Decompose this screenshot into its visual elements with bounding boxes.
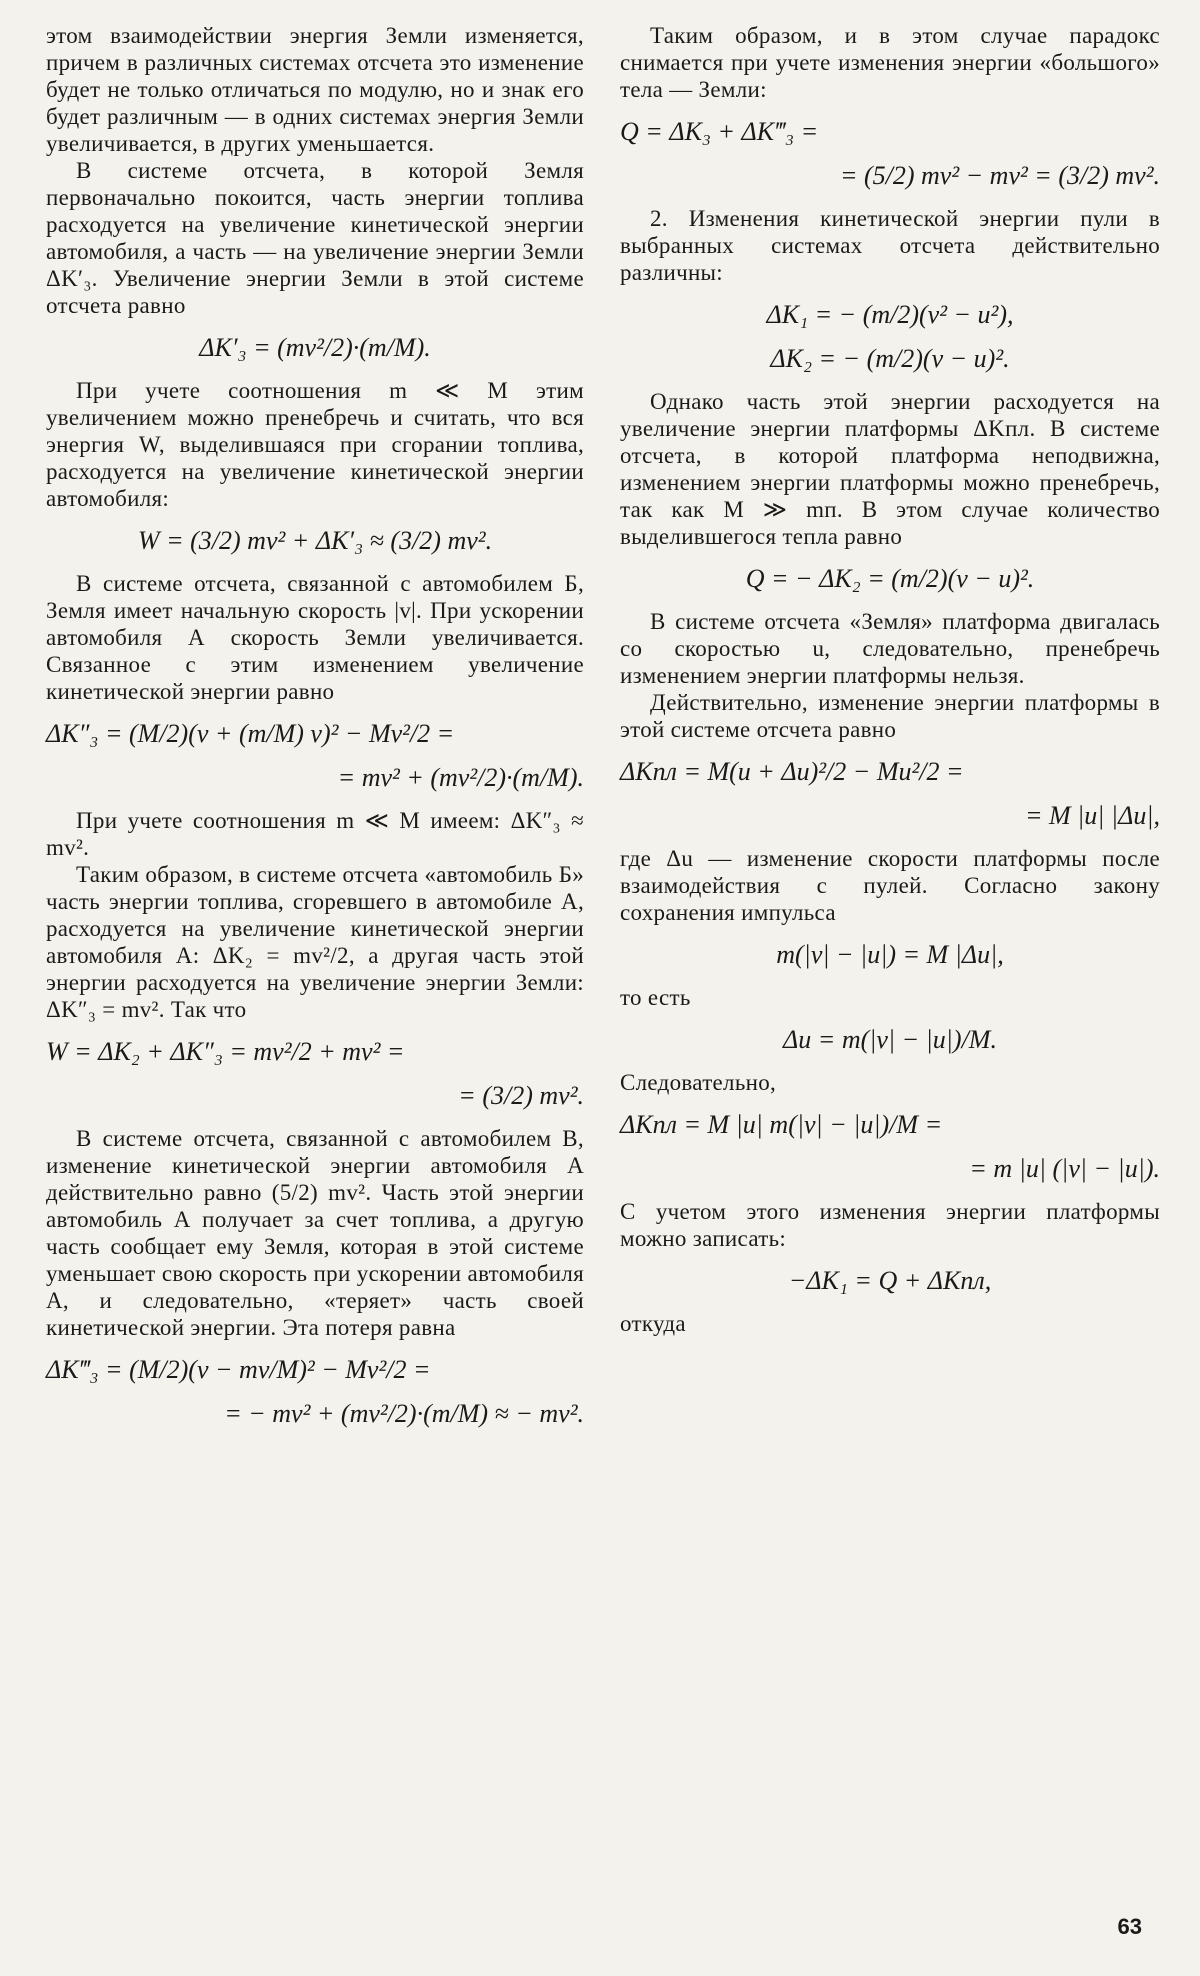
formula-Q-line1: Q = ΔK₃ + ΔK‴₃ = — [620, 117, 819, 146]
left-column — [46, 22, 584, 1429]
formula-Q-line2: = (5/2) mv² − mv² = (3/2) mv². — [839, 161, 1160, 190]
formula-dKpl-result-line1: ΔKпл = M |u| m(|v| − |u|)/M = — [620, 1110, 943, 1139]
paragraph-that-is: то есть — [620, 985, 691, 1010]
paragraph-energy-change: этом взаимодействии энергия Земли изменяется, причем в различных системах отсчета это изменение будет не только отличаться по модулю, но и знак его будет различным — в одних системах энергия Земли увеличивается, в других уменьшается. — [46, 23, 584, 156]
page-number: 63 — [1117, 1914, 1142, 1939]
formula-W-total: W = (3/2) mv² + ΔK′₃ ≈ (3/2) mv². — [137, 526, 493, 555]
paragraph-momentum-conservation: где Δu — изменение скорости платформы после взаимодействия с пулей. Согласно закону сохранения импульса — [620, 846, 1160, 925]
paragraph-earth-frame: В системе отсчета «Земля» платформа двигалась со скоростью u, следовательно, пренебречь изменением энергии платформы нельзя. — [620, 609, 1160, 688]
paragraph-car-b-frame: В системе отсчета, связанной с автомобилем Б, Земля имеет начальную скорость |v|. При ускорении автомобиля А скорость Земли увеличивается. Связанное с этим изменением увеличение кинетической энергии равно — [46, 571, 584, 704]
paragraph-paradox-resolved: Таким образом, и в этом случае парадокс снимается при учете изменения энергии «большого» тела — Земли: — [620, 23, 1160, 102]
formula-dKpl-line2: = M |u| |Δu|, — [1024, 801, 1160, 830]
formula-dK1: ΔK₁ = − (m/2)(v² − u²), — [766, 300, 1014, 329]
formula-dK3-double-prime-line2: = mv² + (mv²/2)·(m/M). — [337, 763, 584, 792]
formula-dKpl-line1: ΔKпл = M(u + Δu)²/2 − Mu²/2 = — [620, 757, 964, 786]
formula-W-sum-line1: W = ΔK₂ + ΔK″₃ = mv²/2 + mv² = — [46, 1037, 405, 1066]
formula-dKpl-result-line2: = m |u| (|v| − |u|). — [969, 1154, 1160, 1183]
paragraph-earth-rest-frame: В системе отсчета, в которой Земля первоначально покоится, часть энергии топлива расходуется на увеличение кинетической энергии автомобиля, а часть — на увеличение энергии Земли ΔK′₃. Увеличение энергии Земли в этой системе отсчета равно — [46, 158, 584, 318]
paragraph-with-platform: С учетом этого изменения энергии платформы можно записать: — [620, 1199, 1160, 1251]
formula-dK3-double-prime-line1: ΔK″₃ = (M/2)(v + (m/M) v)² − Mv²/2 = — [46, 719, 455, 748]
formula-momentum: m(|v| − |u|) = M |Δu|, — [776, 940, 1004, 969]
formula-dK2: ΔK₂ = − (m/2)(v − u)². — [770, 344, 1010, 373]
paragraph-car-v-frame: В системе отсчета, связанной с автомобилем В, изменение кинетической энергии автомобиля А действительно равно (5/2) mv². Часть этой энергии автомобиль А получает за счет топлива, а другую часть сообщает ему Земля, которая в этой системе уменьшает свою скорость при ускорении автомобиля А, и следовательно, «теряет» часть своей кинетической энергии. Эта потеря равна — [46, 1126, 584, 1340]
formula-delta-u: Δu = m(|v| − |u|)/M. — [783, 1025, 997, 1054]
formula-energy-balance: −ΔK₁ = Q + ΔKпл, — [788, 1266, 992, 1295]
paragraph-platform-change: Действительно, изменение энергии платформы в этой системе отсчета равно — [620, 690, 1160, 742]
formula-dK3-triple-prime-line1: ΔK‴₃ = (M/2)(v − mv/M)² − Mv²/2 = — [46, 1355, 431, 1384]
paragraph-therefore: Следовательно, — [620, 1070, 777, 1095]
formula-Q-heat: Q = − ΔK₂ = (m/2)(v − u)². — [745, 564, 1035, 593]
paragraph-car-b-summary: Таким образом, в системе отсчета «автомобиль Б» часть энергии топлива, сгоревшего в автомобиле А, расходуется на увеличение кинетической энергии автомобиля А: ΔK₂ = mv²/2, а другая часть этой энергии расходуется на увеличение энергии Земли: ΔK″₃ = mv². Так что — [46, 862, 584, 1022]
paragraph-whence: откуда — [620, 1311, 686, 1336]
formula-dK3-prime: ΔK′₃ = (mv²/2)·(m/M). — [199, 333, 431, 362]
right-column — [620, 22, 1160, 1337]
paragraph-bullet-energy: 2. Изменения кинетической энергии пули в выбранных системах отсчета действительно различны: — [620, 206, 1160, 285]
formula-W-sum-line2: = (3/2) mv². — [458, 1081, 584, 1110]
paragraph-platform-energy: Однако часть этой энергии расходуется на увеличение энергии платформы ΔKпл. В системе отсчета, в которой платформа неподвижна, изменением энергии платформы можно пренебречь, так как M ≫ mп. В этом случае количество выделившегося тепла равно — [620, 389, 1160, 549]
paragraph-approximation: При учете соотношения m ≪ M имеем: ΔK″₃ ≈ mv². — [46, 808, 584, 860]
paragraph-neglect-earth: При учете соотношения m ≪ M этим увеличением можно пренебречь и считать, что вся энергия W, выделившаяся при сгорании топлива, расходуется на увеличение кинетической энергии автомобиля: — [46, 378, 584, 511]
formula-dK3-triple-prime-line2: = − mv² + (mv²/2)·(m/M) ≈ − mv². — [224, 1399, 584, 1428]
